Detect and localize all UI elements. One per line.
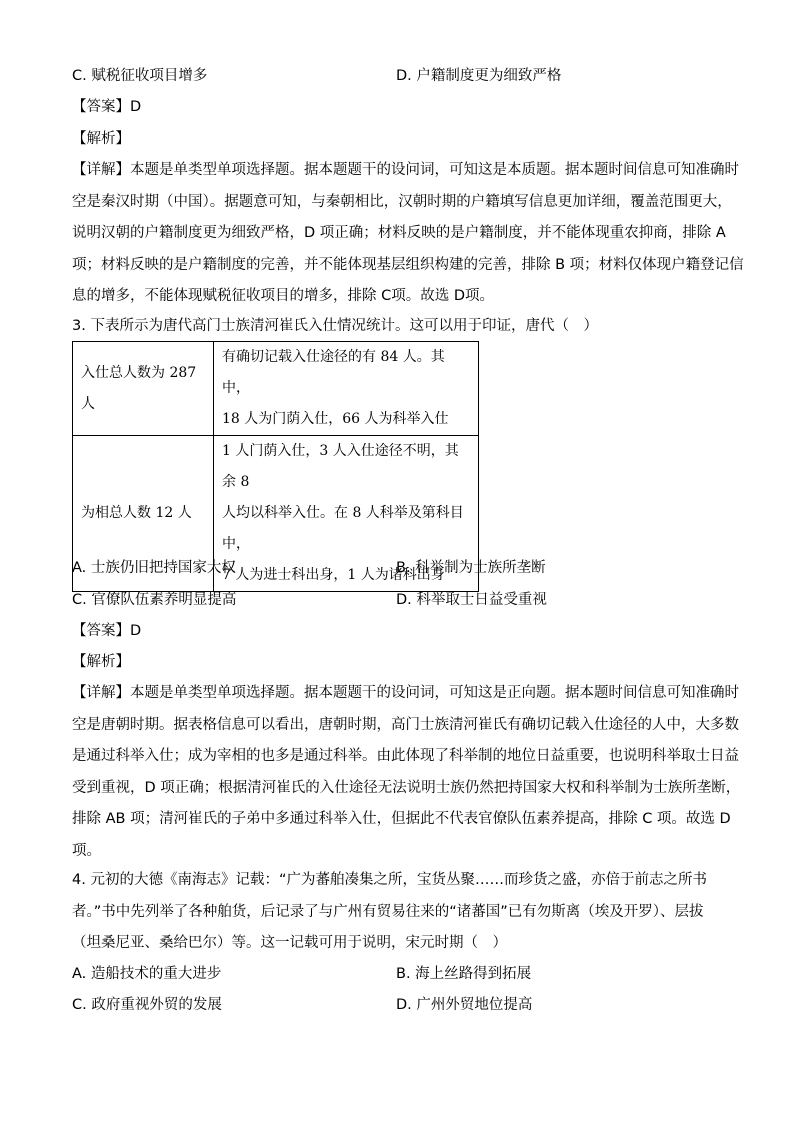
q4-option-a: A. 造船技术的重大进步 xyxy=(72,966,222,982)
q2-detail-line: 项；材料反映的是户籍制度的完善，并不能体现基层组织构建的完善，排除 B 项；材料仅体现户籍登记信 xyxy=(72,256,744,273)
q2-analysis-title: 【解析】 xyxy=(72,131,130,147)
q3-option-b: B. 科举制为士族所垄断 xyxy=(396,560,546,576)
q3-option-a: A. 士族仍旧把持国家大权 xyxy=(72,560,236,576)
q3-answer: 【答案】D xyxy=(72,623,142,639)
q2-answer: 【答案】D xyxy=(72,99,142,115)
q2-detail-line: 空是秦汉时期（中国）。据题意可知，与秦朝相比，汉朝时期的户籍填写信息更加详细，覆盖范围更大， xyxy=(72,193,732,210)
q4-option-b: B. 海上丝路得到拓展 xyxy=(396,966,532,982)
table-cell-line: 1 人门荫入仕，3 人入仕途径不明，其余 8 xyxy=(222,443,459,490)
table-cell-line: 人均以科举入仕。在 8 人科举及第科目中， xyxy=(222,505,464,552)
q2-option-c: C. 赋税征收项目增多 xyxy=(72,68,208,84)
q2-detail-line: 【详解】本题是单类型单项选择题。据本题题干的设问词，可知这是本质题。据本题时间信息可知准确时 xyxy=(72,162,739,178)
q4-stem-line: 者。”书中先列举了各种舶货，后记录了与广州有贸易往来的“诸蕃国”已有勿斯离（埃及开罗）、层拔 xyxy=(72,903,704,920)
q3-analysis-title: 【解析】 xyxy=(72,654,130,670)
q3-detail-line: 是通过科举入仕；成为宰相的也多是通过科举。由此体现了科举制的地位日益重要，也说明科举取士日益 xyxy=(72,748,739,764)
q2-option-d: D. 户籍制度更为细致严格 xyxy=(396,68,562,84)
q3-detail-line: 空是唐朝时期。据表格信息可以看出，唐朝时期，高门士族清河崔氏有确切记载入仕途径的人中，大多数 xyxy=(72,716,739,733)
q2-detail-paragraph xyxy=(72,155,744,313)
table-cell xyxy=(214,342,479,436)
table-cell-line: 18 人为门荫入仕，66 人为科举入仕 xyxy=(222,411,449,427)
q2-detail-line: 说明汉朝的户籍制度更为细致严格，D 项正确；材料反映的是户籍制度，并不能体现重农抑商，排除 A xyxy=(72,225,726,241)
table-cell-line: 有确切记载入仕途径的有 84 人。其中， xyxy=(222,349,445,396)
table-cell xyxy=(73,342,214,436)
table-cell-line: 人 xyxy=(81,395,95,412)
q3-detail-line: 受到重视，D 项正确；根据清河崔氏的入仕途径无法说明士族仍然把持国家大权和科举制为士族所垄断， xyxy=(72,779,741,796)
q4-option-d: D. 广州外贸地位提高 xyxy=(396,997,533,1013)
table-cell-line: 为相总人数 12 人 xyxy=(81,505,192,521)
table-row xyxy=(73,342,479,436)
q3-stem: 3. 下表所示为唐代高门士族清河崔氏入仕情况统计。这可以用于印证，唐代（ ） xyxy=(72,318,598,334)
q3-detail-line: 【详解】本题是单类型单项选择题。据本题题干的设问词，可知这是正向题。据本题时间信息可知准确时 xyxy=(72,685,739,701)
q3-data-table xyxy=(72,341,479,592)
table-cell-line: 入仕总人数为 287 xyxy=(81,364,197,381)
q4-stem xyxy=(72,865,722,960)
q4-stem-line: （坦桑尼亚、桑给巴尔）等。这一记载可用于说明，宋元时期（ ） xyxy=(72,935,507,951)
q2-detail-line: 息的增多，不能体现赋税征收项目的增多，排除 C项。故选 D项。 xyxy=(72,288,495,304)
q3-option-d: D. 科举取士日益受重视 xyxy=(396,592,547,608)
q4-stem-line: 4. 元初的大德《南海志》记载：“广为蕃舶凑集之所，宝货丛聚……而珍货之盛，亦倍于前志之所书 xyxy=(72,872,707,888)
q4-option-c: C. 政府重视外贸的发展 xyxy=(72,997,222,1013)
q3-detail-paragraph xyxy=(72,678,741,867)
q3-detail-line: 排除 AB 项；清河崔氏的子弟中多通过科举入仕，但据此不代表官僚队伍素养提高，排除 C 项。故选 D xyxy=(72,811,731,827)
q3-detail-line: 项。 xyxy=(72,842,101,859)
table-cell-line: 7 人为进士科出身，1 人为诸科出身 xyxy=(222,567,445,583)
q3-option-c: C. 官僚队伍素养明显提高 xyxy=(72,592,237,608)
